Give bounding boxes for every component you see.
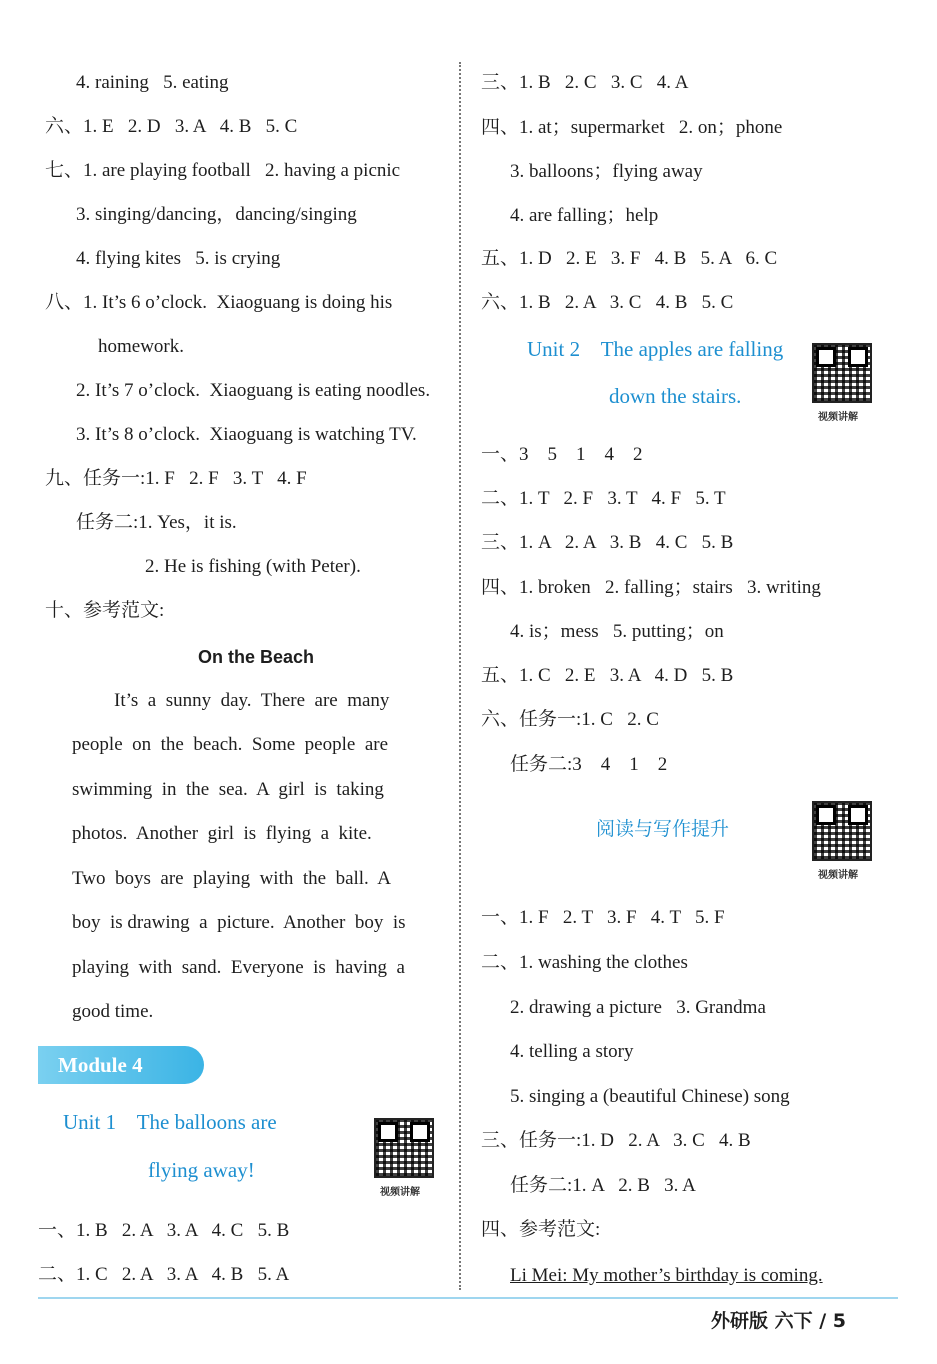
left-answer-line: 4. flying kites 5. is crying bbox=[76, 248, 281, 269]
unit1-title-line1: Unit 1 The balloons are bbox=[63, 1110, 277, 1134]
essay-title: On the Beach bbox=[198, 647, 315, 667]
reading-section-title: 阅读与写作提升 bbox=[596, 818, 730, 840]
right-answer-line: 四、1. at；supermarket 2. on；phone bbox=[481, 117, 783, 138]
essay-first-line: Li Mei: My mother’s birthday is coming. bbox=[510, 1265, 823, 1286]
qr-caption: 视频讲解 bbox=[818, 412, 858, 423]
left-answer-line: 七、1. are playing football 2. having a picnic bbox=[45, 160, 401, 181]
left-answer-line: 2. He is fishing (with Peter). bbox=[145, 556, 361, 577]
right-answer-line: 六、任务一:1. C 2. C bbox=[481, 709, 659, 730]
left-answer-line: 九、任务一:1. F 2. F 3. T 4. F bbox=[45, 468, 307, 489]
qr-code-icon[interactable] bbox=[374, 1118, 434, 1178]
column-divider bbox=[459, 62, 461, 1290]
left-answer-line: 二、1. C 2. A 3. A 4. B 5. A bbox=[38, 1264, 290, 1285]
left-answer-line: It’s a sunny day. There are many bbox=[114, 690, 390, 711]
left-answer-line: boy is drawing a picture. Another boy is bbox=[72, 912, 406, 933]
right-answer-line: 任务二:3 4 1 2 bbox=[510, 754, 668, 775]
right-answer-line: 二、1. T 2. F 3. T 4. F 5. T bbox=[481, 488, 726, 509]
qr-caption: 视频讲解 bbox=[380, 1187, 420, 1198]
left-answer-line: 一、1. B 2. A 3. A 4. C 5. B bbox=[38, 1220, 290, 1241]
right-answer-line: 二、1. washing the clothes bbox=[481, 952, 688, 973]
left-answer-line: 2. It’s 7 o’clock. Xiaoguang is eating noodles. bbox=[76, 380, 431, 401]
qr-code-icon[interactable] bbox=[812, 343, 872, 403]
right-answer-line: 4. telling a story bbox=[510, 1041, 634, 1062]
right-answer-line: 3. balloons；flying away bbox=[510, 161, 703, 182]
left-answer-line: 3. singing/dancing，dancing/singing bbox=[76, 204, 357, 225]
module-label: Module 4 bbox=[58, 1053, 143, 1077]
page-footer: 外研版 六下 / 5 bbox=[711, 1310, 847, 1332]
right-answer-line: 2. drawing a picture 3. Grandma bbox=[510, 997, 766, 1018]
right-answer-line: 三、任务一:1. D 2. A 3. C 4. B bbox=[481, 1130, 751, 1151]
unit2-title-line1: Unit 2 The apples are falling bbox=[527, 337, 784, 361]
unit1-title-line2: flying away! bbox=[148, 1158, 255, 1182]
right-answer-line: 一、1. F 2. T 3. F 4. T 5. F bbox=[481, 907, 725, 928]
unit2-title-line2: down the stairs. bbox=[609, 384, 742, 408]
right-answer-line: 5. singing a (beautiful Chinese) song bbox=[510, 1086, 790, 1107]
left-answer-line: good time. bbox=[72, 1001, 154, 1022]
right-answer-line: 三、1. A 2. A 3. B 4. C 5. B bbox=[481, 532, 734, 553]
left-answer-line: 六、1. E 2. D 3. A 4. B 5. C bbox=[45, 116, 298, 137]
right-answer-line: 三、1. B 2. C 3. C 4. A bbox=[481, 72, 689, 93]
left-answer-line: playing with sand. Everyone is having a bbox=[72, 957, 405, 978]
right-answer-line: 五、1. C 2. E 3. A 4. D 5. B bbox=[481, 665, 734, 686]
right-answer-line: 四、1. broken 2. falling；stairs 3. writing bbox=[481, 577, 821, 598]
right-answer-line: 一、3 5 1 4 2 bbox=[481, 444, 643, 465]
left-answer-line: 十、参考范文: bbox=[45, 600, 165, 621]
right-answer-line: 4. is；mess 5. putting；on bbox=[510, 621, 724, 642]
right-answer-line: 六、1. B 2. A 3. C 4. B 5. C bbox=[481, 292, 734, 313]
right-answer-line: 五、1. D 2. E 3. F 4. B 5. A 6. C bbox=[481, 248, 778, 269]
right-answer-line: 任务二:1. A 2. B 3. A bbox=[510, 1175, 696, 1196]
footer-rule bbox=[38, 1297, 898, 1299]
qr-code-icon[interactable] bbox=[812, 801, 872, 861]
left-answer-line: people on the beach. Some people are bbox=[72, 734, 389, 755]
left-answer-line: 3. It’s 8 o’clock. Xiaoguang is watching TV. bbox=[76, 424, 417, 445]
left-answer-line: Two boys are playing with the ball. A bbox=[72, 868, 391, 889]
right-answer-line: 4. are falling；help bbox=[510, 205, 659, 226]
module-banner bbox=[38, 1046, 204, 1084]
left-answer-line: swimming in the sea. A girl is taking bbox=[72, 779, 384, 800]
right-answer-line: 四、参考范文: bbox=[481, 1219, 601, 1240]
left-answer-line: photos. Another girl is flying a kite. bbox=[72, 823, 372, 844]
left-answer-line: homework. bbox=[98, 336, 185, 357]
left-answer-line: 任务二:1. Yes，it is. bbox=[76, 512, 237, 533]
qr-caption: 视频讲解 bbox=[818, 870, 858, 881]
left-answer-line: 4. raining 5. eating bbox=[76, 72, 229, 93]
left-answer-line: 八、1. It’s 6 o’clock. Xiaoguang is doing his bbox=[45, 292, 393, 313]
